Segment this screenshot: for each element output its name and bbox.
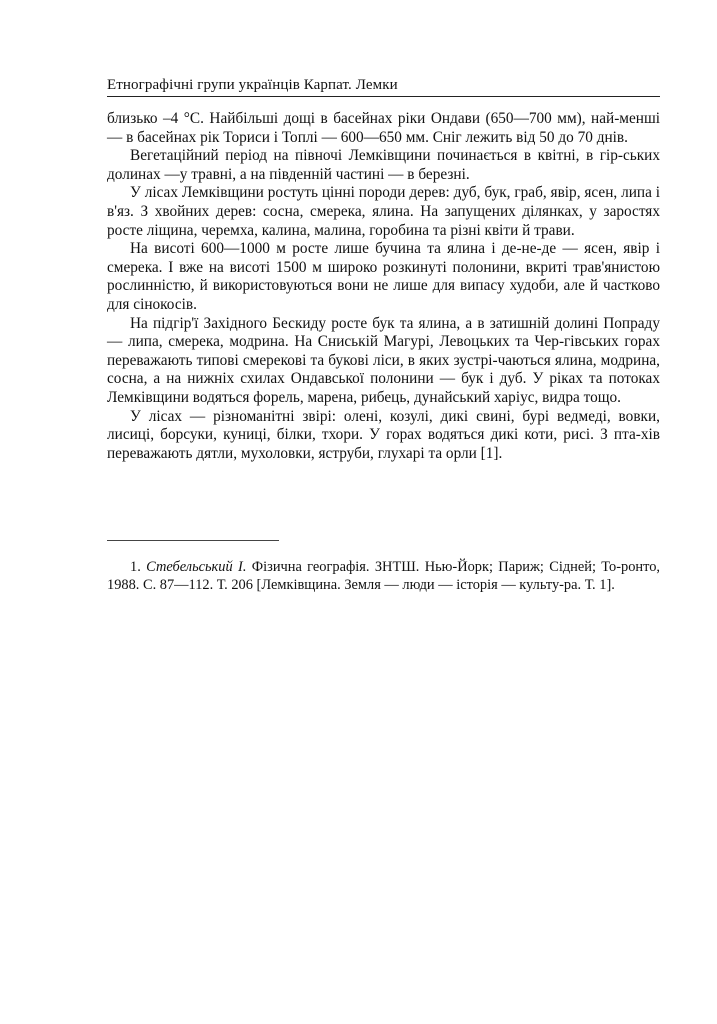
- body-paragraph-6: У лісах — різноманітні звірі: олені, козулі, дикі свині, бурі ведмеді, вовки, лисиці, борсуки, куниці, білки, тхори. У горах водяться дикі коти, рисі. З пта-хів переважають дятли, мухоловки, яструби, глухарі та орли [1].: [107, 407, 660, 462]
- header-rule: [107, 96, 660, 97]
- body-paragraph-1: близько –4 °С. Найбільші дощі в басейнах ріки Ондави (650—700 мм), най-менші — в басейнах рік Ториси і Топлі — 600—650 мм. Сніг лежить від 50 до 70 днів.: [107, 110, 660, 146]
- body-text: [107, 110, 660, 463]
- body-paragraph-3: У лісах Лемківщини ростуть цінні породи дерев: дуб, бук, граб, явір, ясен, липа і в'яз. З хвойних дерев: сосна, смерека, ялина. На запущених ділянках, у заростях росте ліщина, черемха, калина, малина, горобина та різні квіти й трави.: [107, 184, 660, 239]
- body-paragraph-4: На висоті 600—1000 м росте лише бучина та ялина і де-не-де — ясен, явір і смерека. І вже на висоті 1500 м широко розкинуті полонини, вкриті трав'янистою рослинністю, й використовуються вони не лише для випасу худоби, але й частково для сінокосів.: [107, 240, 660, 313]
- body-paragraph-5: На підгір'ї Західного Бескиду росте бук та ялина, а в затишній долині Попраду — липа, смерека, модрина. На Сниській Магурі, Левоцьких та Чер-гівських горах переважають типові смерекові та букові ліси, в яких зустрі-чаються ялина, модрина, сосна, а на нижніх схилах Ондавської полонини — бук і дуб. У ріках та потоках Лемківщини водяться форель, марена, рибець, дунайський харіус, видра тощо.: [107, 314, 660, 406]
- footnote-rule: [107, 540, 279, 541]
- footnote: [107, 558, 660, 595]
- footnote-author: Стебельський І.: [146, 559, 247, 575]
- footnote-number: 1.: [130, 559, 141, 575]
- running-header: Етнографічні групи українців Карпат. Лемки: [107, 77, 398, 93]
- body-paragraph-2: Вегетаційний період на півночі Лемківщини починається в квітні, в гір-ських долинах —у травні, а на південній частині — в березні.: [107, 147, 660, 183]
- footnote-text: Фізична географія. ЗНТШ. Нью-Йорк; Париж; Сідней; То-ронто, 1988. С. 87—112. Т. 206 [Лемківщина. Земля — люди — історія — культу-ра. Т. 1].: [107, 559, 660, 594]
